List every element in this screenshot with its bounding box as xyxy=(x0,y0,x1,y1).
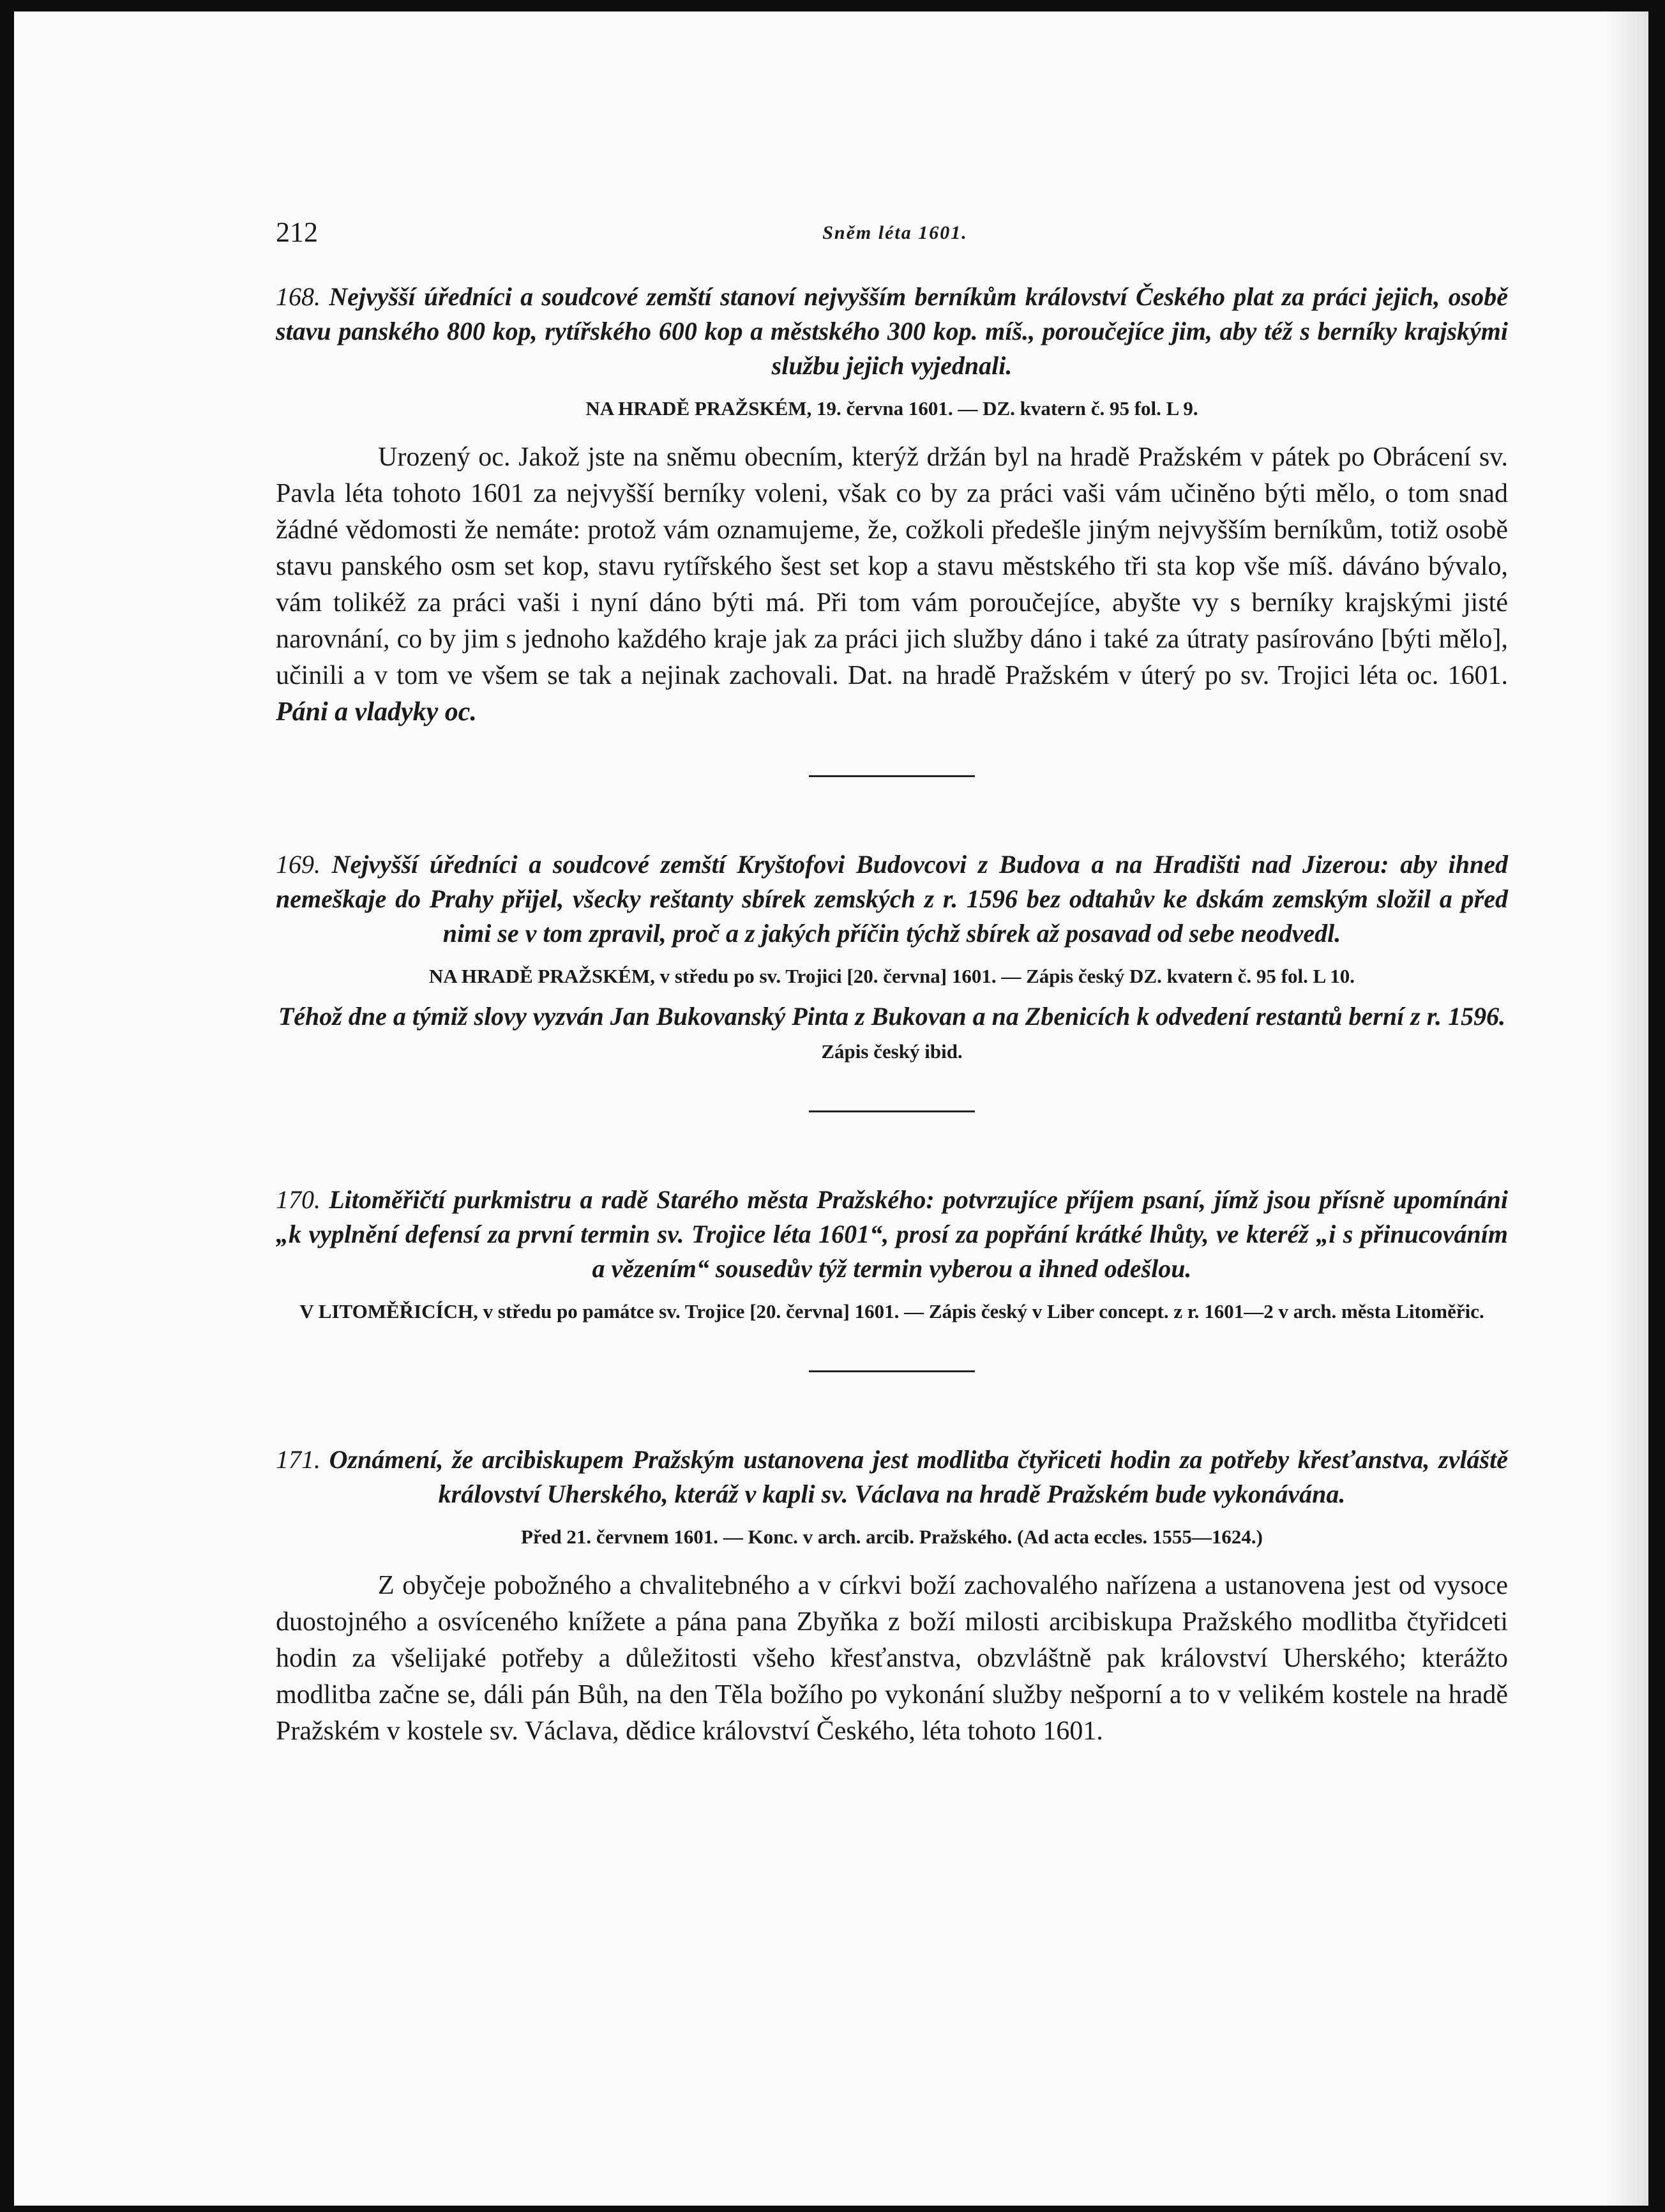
running-head xyxy=(263,216,1527,254)
document-heading xyxy=(276,1183,1508,1286)
source-line: Před 21. červnem 1601. — Konc. v arch. arcib. Pražského. (Ad acta eccles. 1555—1624.) xyxy=(520,1526,1263,1548)
heading-text: Oznámení, že arcibiskupem Pražským ustanovena jest modlitba čtyřiceti hodin za potřeby křesťanstva, zvláště království Uherského, kteráž v kapli sv. Václava na hradě Pražském bude vykonávána. xyxy=(329,1445,1508,1508)
document-number: 170. xyxy=(276,1185,320,1214)
signature: Páni a vladyky oc. xyxy=(276,697,477,727)
heading-text: Nejvyšší úředníci a soudcové zemští stanoví nejvyšším berníkům království Českého plat za práci jejich, osobě stavu panského 800 kop, rytířského 600 kop a městského 300 kop. míš., poroučejíce jim, aby též s berníky krajskými službu jejich vyjednali. xyxy=(276,282,1508,380)
section-divider xyxy=(809,1370,975,1372)
page-content xyxy=(276,280,1508,1750)
body-paragraph xyxy=(276,439,1508,731)
page-number: 212 xyxy=(276,216,318,248)
page-edge-shadow xyxy=(1604,11,1648,2206)
document-number: 168. xyxy=(276,282,320,311)
heading-text: Litoměřičtí purkmistru a radě Starého města Pražského: potvrzujíce příjem psaní, jímž jsou přísně upomínáni „k vyplnění defensí za první termin sv. Trojice léta 1601“, prosí za popřání krátké lhůty, ve kteréž „i s přinucováním a vězením“ sousedův týž termin vyberou a ihned odešlou. xyxy=(276,1185,1509,1283)
document-number: 169. xyxy=(276,850,320,879)
heading-text: Nejvyšší úředníci a soudcové zemští Kryštofovi Budovcovi z Budova a na Hradišti nad Jizerou: aby ihned nemeškaje do Prahy přijel, všecky reštanty sbírek zemských z r. 1596 bez odtahův ke dskám zemským složil a před nimi se v tom zpravil, proč a z jakých příčin týchž sbírek až posavad od sebe neodvedl. xyxy=(276,850,1508,948)
sub-source-line: Zápis český ibid. xyxy=(821,1040,963,1063)
document-number: 171. xyxy=(276,1445,320,1474)
scanned-page xyxy=(14,11,1648,2206)
source-line: NA HRADĚ PRAŽSKÉM, v středu po sv. Trojici [20. června] 1601. — Zápis český DZ. kvatern č. 95 fol. L 10. xyxy=(428,965,1355,987)
running-title: Sněm léta 1601. xyxy=(822,222,968,243)
document-170 xyxy=(276,1183,1508,1326)
document-169 xyxy=(276,847,1508,1066)
section-divider xyxy=(809,775,975,777)
section-divider xyxy=(809,1110,975,1112)
document-171 xyxy=(276,1443,1508,1750)
subheading: Téhož dne a týmiž slovy vyzván Jan Bukovanský Pinta z Bukovan a na Zbenicích k odvedení restantů berní z r. 1596. xyxy=(278,1002,1506,1031)
document-heading xyxy=(276,1443,1508,1511)
document-heading xyxy=(276,847,1508,951)
document-heading xyxy=(276,280,1508,383)
document-168 xyxy=(276,280,1508,731)
body-text: Urozený oc. Jakož jste na sněmu obecním, kterýž držán byl na hradě Pražském v pátek po Obrácení sv. Pavla léta tohoto 1601 za nejvyšší berníky voleni, však co by za práci vaši vám učiněno býti mělo, o tom snad žádné vědomosti že nemáte: protož vám oznamujeme, že, cožkoli předešle jiným nejvyšším berníkům, totiž osobě stavu panského osm set kop, stavu rytířského šest set kop a stavu městského tři sta kop vše míš. dáváno bývalo, vám tolikéž za práci vaši i nyní dáno býti má. Při tom vám poroučejíce, abyšte vy s berníky krajskými jisté narovnání, co by jim s jednoho každého kraje jak za práci jich služby dáno i také za útraty pasírováno [býti mělo], učinili a v tom ve všem se tak a nejinak zachovali. Dat. na hradě Pražském v úterý po sv. Trojici léta oc. 1601. xyxy=(276,443,1508,690)
source-line: NA HRADĚ PRAŽSKÉM, 19. června 1601. — DZ. kvatern č. 95 fol. L 9. xyxy=(585,397,1198,420)
body-paragraph: Z obyčeje pobožného a chvalitebného a v církvi boží zachovalého nařízena a ustanovena jest od vysoce duostojného a osvíceného knížete a pána pana Zbyňka z boží milosti arcibiskupa Pražského modlitba čtyřidceti hodin za všelijaké potřeby a důležitosti všeho křesťanstva, obzvláštně pak království Uherského; kterážto modlitba začne se, dáli pán Bůh, na den Těla božího po vykonání služby nešporní a to v velikém kostele na hradě Pražském v kostele sv. Václava, dědice království Českého, léta tohoto 1601. xyxy=(276,1571,1508,1746)
source-line: V LITOMĚŘICÍCH, v středu po památce sv. Trojice [20. června] 1601. — Zápis český v Liber concept. z r. 1601—2 v arch. města Litoměřic. xyxy=(299,1300,1484,1322)
